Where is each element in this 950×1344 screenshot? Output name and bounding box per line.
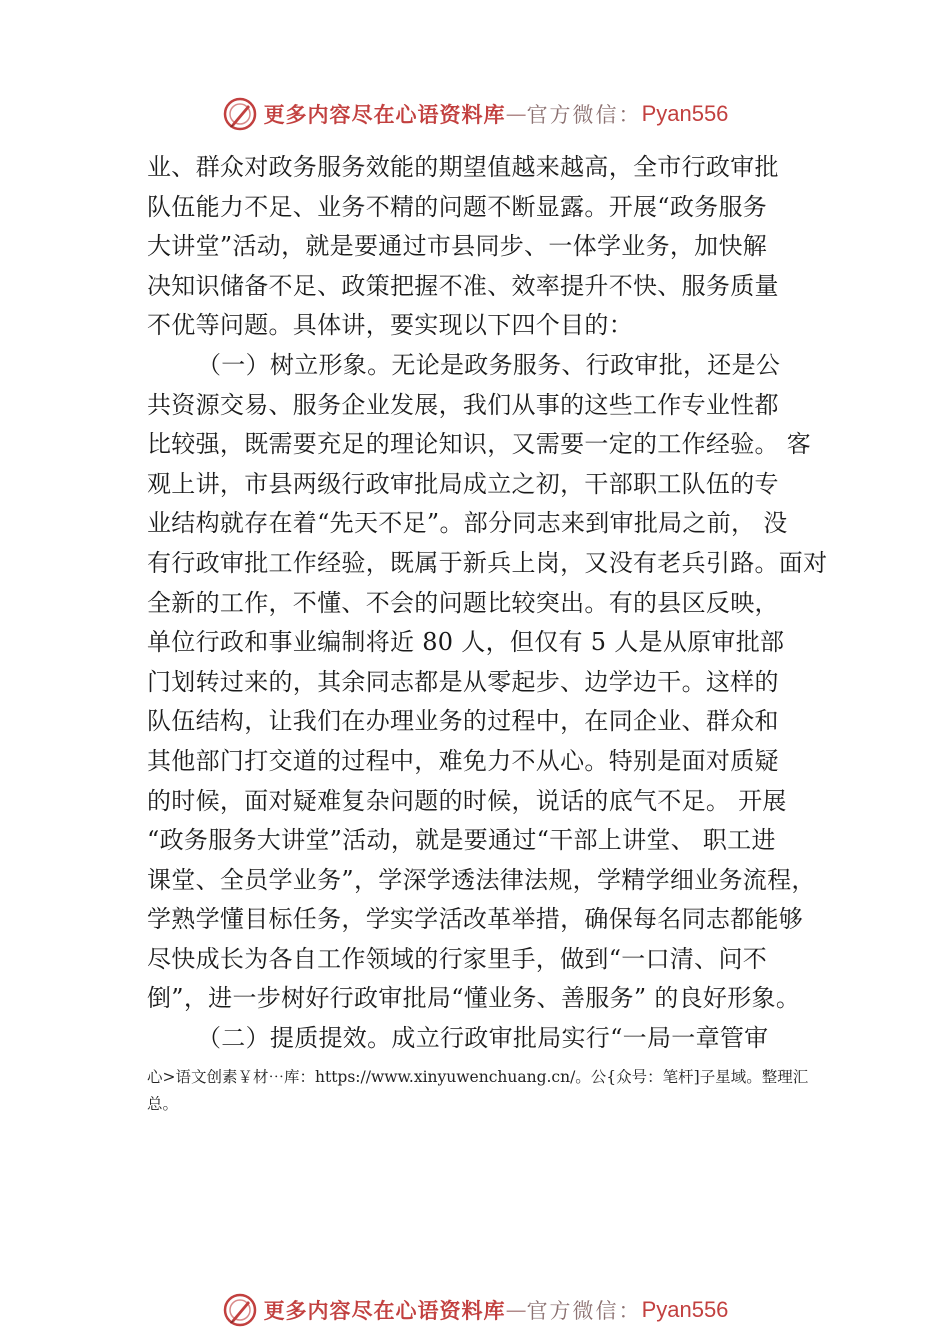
- text-line: 单位行政和事业编制将近 80 人，但仅有 5 人是从原审批部: [147, 628, 785, 657]
- text-line: 大讲堂”活动，就是要通过市县同步、一体学业务，加快解: [147, 232, 768, 261]
- text-line: 队伍结构，让我们在办理业务的过程中，在同企业、群众和: [147, 707, 779, 736]
- document-body: [147, 148, 828, 1059]
- text-line: 业结构就存在着“先天不足”。部分同志来到审批局之前， 没: [147, 509, 788, 538]
- wechat-id: Pyan556: [641, 1297, 729, 1322]
- text-line: “政务服务大讲堂”活动，就是要通过“干部上讲堂、 职工进: [147, 826, 776, 855]
- wechat-label: 官方微信：: [526, 1299, 642, 1323]
- footer-banner: [0, 1288, 950, 1332]
- text-line: 决知识储备不足、政策把握不准、效率提升不快、服务质量: [147, 271, 779, 300]
- text-line: 不优等问题。具体讲，要实现以下四个目的：: [147, 311, 633, 340]
- brush-logo-icon: [222, 1292, 258, 1328]
- text-line: 其他部门打交道的过程中，难免力不从心。特别是面对质疑: [147, 746, 779, 775]
- wechat-id: Pyan556: [641, 101, 729, 126]
- source-note: 心>语文创素￥材⋯库：https://www.xinyuwenchuang.cn/。公{众号：笔杆]子星域。整理汇总。: [147, 1068, 809, 1113]
- text-line: 的时候，面对疑难复杂问题的时候，说话的底气不足。 开展: [147, 786, 787, 815]
- text-line: 尽快成长为各自工作领域的行家里手，做到“一口清、问不: [147, 944, 768, 973]
- section-heading-line: （二）提质提效。成立行政审批局实行“一局一章管审: [197, 1024, 769, 1053]
- text-line: 学熟学懂目标任务，学实学活改革举措，确保每名同志都能够: [147, 905, 804, 934]
- banner-separator: —: [505, 1298, 527, 1322]
- text-line: 共资源交易、服务企业发展，我们从事的这些工作专业性都: [147, 390, 779, 419]
- brand-name: 更多内容尽在心语资料库: [263, 1298, 506, 1323]
- banner-separator: —: [505, 102, 527, 126]
- text-line: 业、群众对政务服务效能的期望值越来越高，全市行政审批: [147, 153, 779, 181]
- text-line: 有行政审批工作经验，既属于新兵上岗，又没有老兵引路。面对: [147, 548, 828, 577]
- text-line: 门划转过来的，其余同志都是从零起步、边学边干。这样的: [147, 667, 779, 696]
- text-line: 观上讲，市县两级行政审批局成立之初，干部职工队伍的专: [147, 469, 779, 498]
- brand-name: 更多内容尽在心语资料库: [263, 102, 506, 127]
- brush-logo-icon: [222, 96, 258, 132]
- text-line: 倒”，进一步树好行政审批局“懂业务、善服务” 的良好形象。: [147, 984, 801, 1013]
- wechat-label: 官方微信：: [526, 103, 642, 127]
- text-line: 队伍能力不足、业务不精的问题不断显露。开展“政务服务: [147, 192, 768, 221]
- text-line: 课堂、全员学业务”，学深学透法律法规，学精学细业务流程，: [147, 865, 816, 894]
- header-banner: [0, 92, 950, 136]
- text-line: 比较强，既需要充足的理论知识，又需要一定的工作经验。 客: [147, 430, 812, 459]
- text-line: 全新的工作，不懂、不会的问题比较突出。有的县区反映，: [147, 588, 779, 617]
- section-heading-line: （一）树立形象。无论是政务服务、行政审批，还是公: [197, 350, 781, 379]
